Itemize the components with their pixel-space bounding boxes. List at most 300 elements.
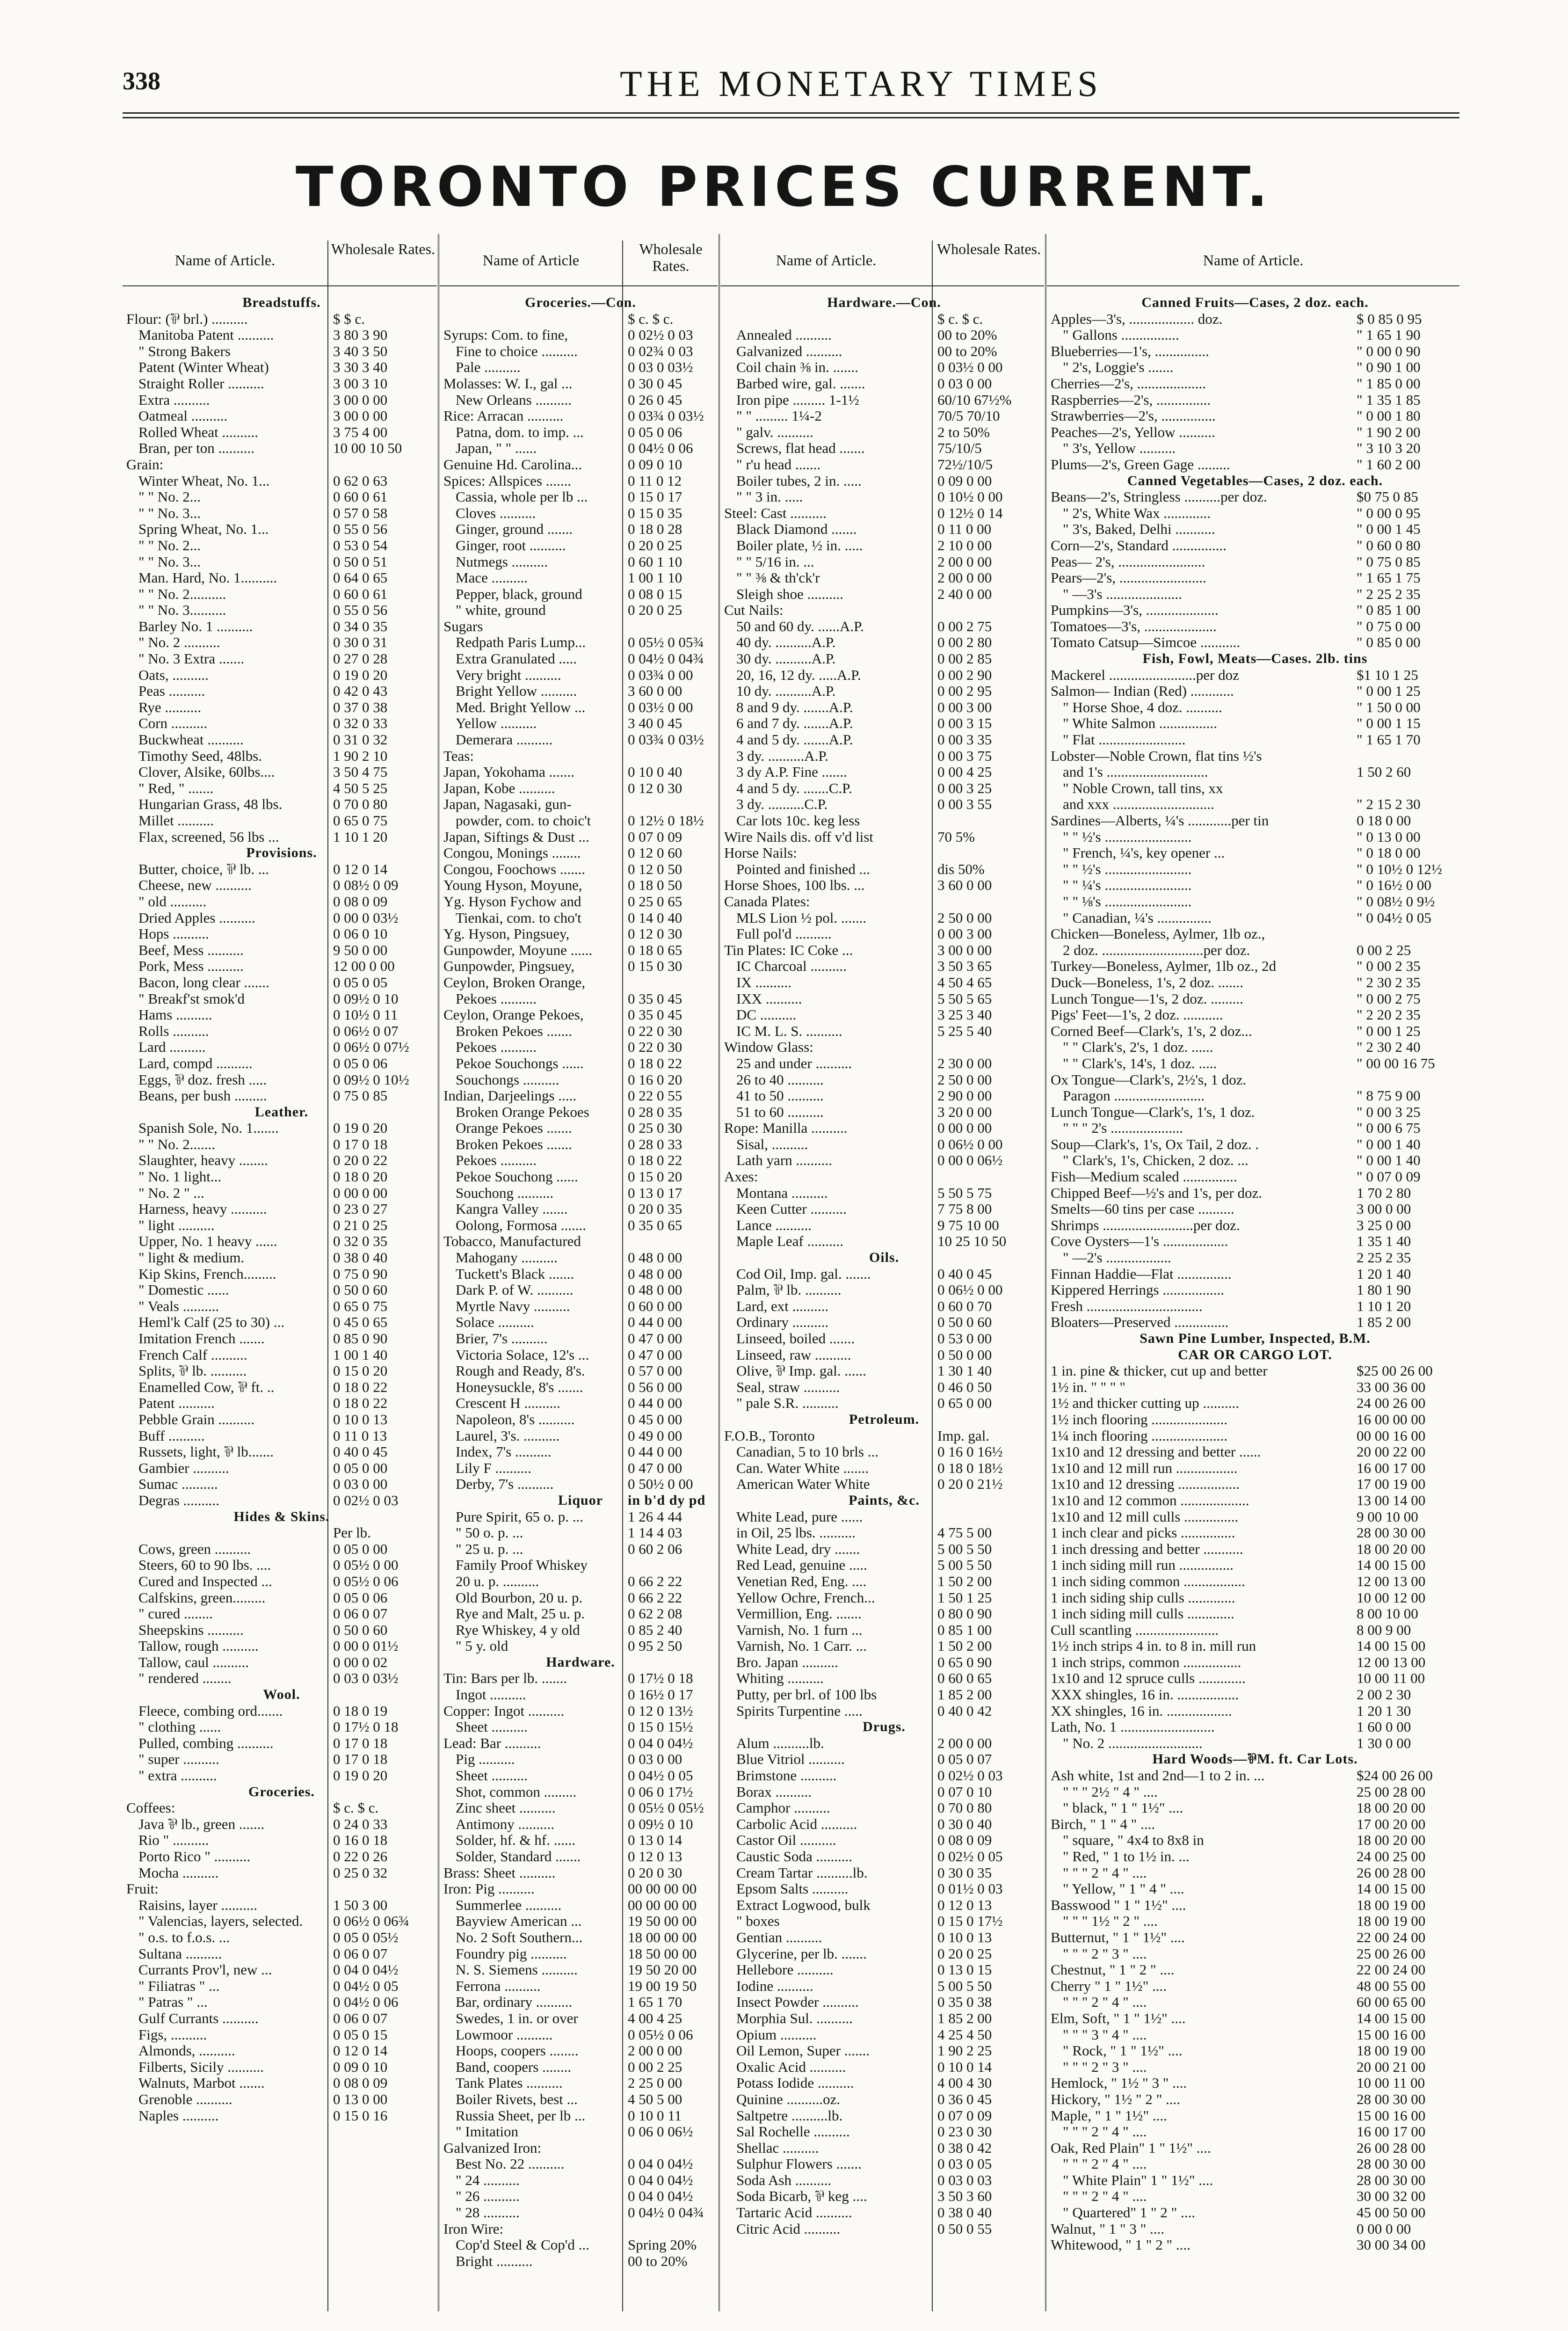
article-name: Oil Lemon, Super ....... <box>736 2043 870 2059</box>
article-name: 25 and under .......... <box>736 1055 852 1071</box>
article-name: Enamelled Cow, ⅌ ft. .. <box>138 1379 275 1395</box>
section-title: Hardware.—Con. <box>827 295 941 310</box>
article-name: Horse Nails: <box>724 845 797 861</box>
article-name: Smelts—60 tins per case .......... <box>1051 1201 1234 1217</box>
wholesale-rate: 0 08 0 09 <box>333 2075 388 2091</box>
article-name: Tienkai, com. to cho't <box>456 910 581 926</box>
article-name: Plums—2's, Green Gage ......... <box>1051 456 1230 473</box>
article-name: Potass Iodide .......... <box>736 2075 854 2091</box>
wholesale-rate: 14 00 15 00 <box>1357 1638 1426 1654</box>
article-name: Annealed .......... <box>736 327 832 343</box>
wholesale-rate: 0 18 0 50 <box>628 877 682 894</box>
price-row <box>443 813 718 829</box>
wholesale-rate: 0 05½ 0 06 <box>333 1573 399 1589</box>
price-row <box>724 1800 1044 1816</box>
column-header-rates: Wholesale Rates. <box>932 240 1045 285</box>
price-row <box>126 1573 437 1590</box>
article-name: Dried Apples .......... <box>138 910 255 926</box>
wholesale-rate: 0 48 0 00 <box>628 1265 682 1282</box>
wholesale-rate: 0 05½ 0 00 <box>333 1557 399 1573</box>
wholesale-rate: 3 60 0 00 <box>628 683 682 699</box>
article-name: Spices: Allspices ....... <box>443 473 571 489</box>
wholesale-rate: 12 00 0 00 <box>333 958 395 975</box>
wholesale-rate: 30 00 34 00 <box>1357 2236 1426 2253</box>
article-name: Nutmegs .......... <box>456 554 548 570</box>
wholesale-rate: 0 15 0 20 <box>628 1168 682 1185</box>
price-row <box>126 1881 437 1897</box>
article-name: Venetian Red, Eng. .... <box>736 1573 867 1589</box>
wholesale-rate: 0 15 0 35 <box>628 504 682 521</box>
price-column-3 <box>720 234 1044 2311</box>
price-row <box>724 1104 1044 1121</box>
wholesale-rate: 0 16 0 16½ <box>937 1443 1003 1460</box>
section-heading <box>126 1687 437 1703</box>
price-row <box>443 1250 718 1266</box>
article-name: Hams .......... <box>138 1007 212 1023</box>
price-row <box>443 1185 718 1202</box>
price-row <box>1051 2156 1459 2172</box>
article-name: Shellac .......... <box>736 2140 819 2156</box>
price-row <box>126 1460 437 1477</box>
article-name: " 3's, Baked, Delhi ........... <box>1063 521 1215 538</box>
price-row <box>443 489 718 505</box>
wholesale-rate: " 0 00 2 75 <box>1357 990 1421 1007</box>
price-row <box>1051 1897 1459 1914</box>
wholesale-rate: 0 05 0 06 <box>628 423 682 440</box>
wholesale-rate: 0 62 2 08 <box>628 1605 682 1622</box>
article-name: Broken Orange Pekoes <box>456 1104 589 1120</box>
article-name: " Imitation <box>456 2124 519 2140</box>
price-row <box>126 1978 437 1995</box>
wholesale-rate: 18 00 20 00 <box>1357 1799 1426 1816</box>
wholesale-rate: 0 00 2 85 <box>937 650 992 667</box>
price-row <box>443 1120 718 1136</box>
article-name: Souchongs .......... <box>456 1071 559 1088</box>
section-heading <box>126 1784 437 1800</box>
price-row <box>443 1379 718 1396</box>
wholesale-rate: 0 50 0 60 <box>333 1282 388 1298</box>
article-name: Gunpowder, Pingsuey, <box>443 958 575 975</box>
article-name: Oolong, Formosa ....... <box>456 1217 586 1233</box>
article-name: Rio " .......... <box>138 1832 209 1849</box>
price-row <box>443 1072 718 1088</box>
price-row <box>443 634 718 651</box>
wholesale-rate: 28 00 30 00 <box>1357 2171 1426 2188</box>
article-name: " 2's, White Wax ............. <box>1063 505 1211 521</box>
article-name: Iron pipe ......... 1-1½ <box>736 392 859 408</box>
wholesale-rate: 0 95 2 50 <box>628 1638 682 1654</box>
article-name: Car lots 10c. keg less <box>736 813 860 829</box>
price-row <box>724 1832 1044 1849</box>
price-row <box>1051 732 1459 748</box>
price-row <box>1051 1800 1459 1816</box>
price-row <box>443 1703 718 1719</box>
article-name: Rye Whiskey, 4 y old <box>456 1622 580 1638</box>
article-name: Spring Wheat, No. 1... <box>138 521 269 538</box>
price-row <box>443 1913 718 1930</box>
price-row <box>1051 1913 1459 1930</box>
wholesale-rate: 0 53 0 00 <box>937 1330 992 1347</box>
wholesale-rate: 0 30 0 35 <box>937 1864 992 1881</box>
article-name: 50 and 60 dy. ......A.P. <box>736 618 864 634</box>
wholesale-rate: 1 20 1 30 <box>1357 1702 1411 1719</box>
wholesale-rate: 3 00 3 10 <box>333 375 388 392</box>
price-row <box>126 1169 437 1185</box>
price-row <box>724 813 1044 829</box>
price-row <box>443 1800 718 1816</box>
wholesale-rate: 2 10 0 00 <box>937 537 992 554</box>
price-row <box>443 1136 718 1153</box>
article-name: Fleece, combing ord....... <box>138 1703 283 1719</box>
wholesale-rate: 0 55 0 56 <box>333 602 388 619</box>
wholesale-rate: " 2 15 2 30 <box>1357 796 1421 813</box>
section-heading <box>724 1412 1044 1428</box>
section-heading <box>1051 1347 1459 1363</box>
wholesale-rate: 20 00 21 00 <box>1357 2058 1426 2075</box>
article-name: Morphia Sul. .......... <box>736 2010 853 2026</box>
wholesale-rate: 1 30 0 00 <box>1357 1734 1411 1751</box>
wholesale-rate: 18 00 00 00 <box>628 1929 697 1945</box>
wholesale-rate: 0 00 0 02 <box>333 1654 388 1670</box>
wholesale-rate: " 0 00 0 95 <box>1357 504 1421 521</box>
article-name: Lard, compd .......... <box>138 1055 253 1071</box>
price-row <box>724 1379 1044 1396</box>
wholesale-rate: 1 26 4 44 <box>628 1508 682 1525</box>
wholesale-rate: " 0 00 1 25 <box>1357 1022 1421 1039</box>
wholesale-rate: 0 40 0 45 <box>937 1265 992 1282</box>
article-name: Barbed wire, gal. ....... <box>736 375 865 392</box>
price-row <box>126 894 437 910</box>
wholesale-rate: 0 15 0 17½ <box>937 1913 1003 1930</box>
wholesale-rate: 2 00 0 00 <box>937 569 992 586</box>
price-row <box>443 1606 718 1622</box>
article-name: Putty, per brl. of 100 lbs <box>736 1687 877 1703</box>
price-row <box>443 619 718 635</box>
section-title: Paints, &c. <box>849 1492 920 1508</box>
wholesale-rate: 20 00 22 00 <box>1357 1443 1426 1460</box>
article-name: Ginger, ground ....... <box>456 521 573 538</box>
article-name: Boiler Rivets, best ... <box>456 2091 578 2107</box>
price-row <box>724 570 1044 586</box>
price-row <box>724 2172 1044 2189</box>
wholesale-rate: 0 46 0 50 <box>937 1378 992 1395</box>
wholesale-rate: 0 18 0 22 <box>333 1395 388 1412</box>
article-name: " Flat ........................ <box>1063 732 1186 748</box>
wholesale-rate: 0 11 0 13 <box>333 1427 387 1444</box>
price-row <box>1051 1282 1459 1298</box>
article-name: Naples .......... <box>138 2107 219 2124</box>
section-title: Hides & Skins. <box>233 1508 330 1524</box>
article-name: Flour: (⅌ brl.) .......... <box>126 311 248 327</box>
price-row <box>1051 2043 1459 2059</box>
price-row <box>724 910 1044 926</box>
wholesale-rate: 0 03 0 00 <box>628 1751 682 1768</box>
wholesale-rate: 10 25 10 50 <box>937 1233 1007 1250</box>
wholesale-rate: 9 50 0 00 <box>333 941 388 958</box>
wholesale-rate: 0 45 0 65 <box>333 1314 388 1331</box>
wholesale-rate: 17 00 19 00 <box>1357 1476 1426 1493</box>
section-heading <box>724 1250 1044 1266</box>
wholesale-rate: 13 00 14 00 <box>1357 1492 1426 1508</box>
article-name: Fresh ................................ <box>1051 1298 1203 1314</box>
price-row <box>724 2140 1044 2156</box>
wholesale-rate: 25 00 26 00 <box>1357 1945 1426 1962</box>
article-name: Cows, green .......... <box>138 1541 251 1557</box>
wholesale-rate: 5 00 5 50 <box>937 1540 992 1557</box>
article-name: Eggs, ⅌ doz. fresh ..... <box>138 1071 267 1088</box>
wholesale-rate: 0 00 2 95 <box>937 683 992 699</box>
wholesale-rate: 75/10/5 <box>937 440 982 457</box>
price-row <box>126 1331 437 1347</box>
wholesale-rate: 2 00 0 00 <box>628 2042 682 2059</box>
price-row <box>1051 1638 1459 1654</box>
article-name: Carbolic Acid .......... <box>736 1816 857 1832</box>
price-row <box>443 1816 718 1833</box>
wholesale-rate: 0 05 0 00 <box>333 1459 388 1476</box>
price-row <box>724 1913 1044 1930</box>
wholesale-rate: 0 05 0 06 <box>333 1055 388 1071</box>
article-name: " clothing ...... <box>138 1719 221 1735</box>
price-row <box>126 1654 437 1671</box>
price-row <box>443 1751 718 1768</box>
wholesale-rate: 0 22 0 26 <box>333 1848 388 1865</box>
price-row <box>443 1897 718 1914</box>
article-name: Sal Rochelle .......... <box>736 2124 850 2140</box>
price-row <box>443 1573 718 1590</box>
article-name: " " Clark's, 2's, 1 doz. ...... <box>1063 1039 1213 1056</box>
wholesale-rate: 0 44 0 00 <box>628 1395 682 1412</box>
article-name: Can. Water White ....... <box>736 1460 869 1476</box>
wholesale-rate: 0 18 0 28 <box>628 521 682 538</box>
wholesale-rate: 0 09½ 0 10 <box>628 1815 693 1832</box>
wholesale-rate: 0 18 0 22 <box>333 1378 388 1395</box>
wholesale-rate: 0 08 0 09 <box>333 893 388 910</box>
wholesale-rate: 3 50 4 75 <box>333 764 388 780</box>
section-title: Provisions. <box>246 845 317 861</box>
wholesale-rate: 0 05 0 07 <box>937 1751 992 1768</box>
article-name: Strawberries—2's, ............... <box>1051 408 1216 424</box>
article-name: 1 inch strips, common ................ <box>1051 1654 1241 1670</box>
article-name: IC Charcoal .......... <box>736 958 847 975</box>
price-column-1 <box>123 234 437 2311</box>
article-name: Degras .......... <box>138 1492 220 1508</box>
article-name: Cod Oil, Imp. gal. ....... <box>736 1266 871 1282</box>
wholesale-rate: " 1 60 2 00 <box>1357 456 1421 473</box>
wholesale-rate: $ c. $ c. <box>628 310 674 327</box>
article-name: Heml'k Calf (25 to 30) ... <box>138 1314 285 1331</box>
price-row <box>443 2010 718 2027</box>
price-row <box>724 1169 1044 1185</box>
price-row <box>1051 1654 1459 1671</box>
wholesale-rate: 0 36 0 45 <box>937 2091 992 2107</box>
article-name: Mackerel ........................per doz <box>1051 667 1239 683</box>
wholesale-rate: 3 60 0 00 <box>937 877 992 894</box>
wholesale-rate: 9 75 10 00 <box>937 1216 999 1233</box>
price-row <box>126 586 437 603</box>
price-row <box>443 440 718 457</box>
price-row <box>126 1056 437 1072</box>
wholesale-rate: 0 60 0 61 <box>333 488 388 505</box>
price-row <box>1051 1606 1459 1622</box>
article-name: Japan, " " ...... <box>456 440 537 457</box>
article-name: " Filiatras " ... <box>138 1978 220 1994</box>
wholesale-rate: 0 45 0 00 <box>628 1411 682 1428</box>
price-row <box>1051 1687 1459 1703</box>
price-row <box>443 1152 718 1169</box>
wholesale-rate: 0 02¾ 0 03 <box>628 342 693 359</box>
price-row <box>1051 1946 1459 1962</box>
article-name: Cop'd Steel & Cop'd ... <box>456 2237 589 2253</box>
wholesale-rate: " 3 10 3 20 <box>1357 440 1421 457</box>
article-name: Pekoes .......... <box>456 1039 537 1056</box>
price-row <box>443 667 718 684</box>
price-row <box>126 926 437 942</box>
wholesale-rate: 2 30 0 00 <box>937 1055 992 1071</box>
price-row <box>724 1865 1044 1881</box>
article-name: Sulphur Flowers ....... <box>736 2156 862 2172</box>
price-row <box>724 343 1044 360</box>
price-row <box>724 2205 1044 2221</box>
wholesale-rate: $24 00 26 00 <box>1357 1767 1433 1784</box>
article-name: IXX .......... <box>736 991 802 1007</box>
article-name: White Lead, dry ....... <box>736 1541 860 1557</box>
article-name: Kangra Valley ....... <box>456 1201 568 1217</box>
article-name: " white, ground <box>456 602 546 619</box>
wholesale-rate: 0 85 1 00 <box>937 1621 992 1638</box>
article-name: Tobacco, Manufactured <box>443 1233 581 1250</box>
wholesale-rate: Per lb. <box>333 1524 371 1541</box>
price-row <box>724 311 1044 328</box>
wholesale-rate: 0 66 2 22 <box>628 1589 682 1606</box>
article-name: Bayview American ... <box>456 1913 582 1930</box>
article-name: Elm, Soft, " 1 " 1½" .... <box>1051 2010 1186 2026</box>
price-row <box>443 877 718 894</box>
section-title: Canned Fruits—Cases, 2 doz. each. <box>1141 295 1369 310</box>
wholesale-rate: " 0 85 1 00 <box>1357 602 1421 619</box>
article-name: " rendered ........ <box>138 1670 232 1687</box>
column-header-name: Name of Article. <box>174 252 276 269</box>
price-row <box>126 1476 437 1493</box>
price-row <box>1051 1476 1459 1493</box>
article-name: XXX shingles, 16 in. ................. <box>1051 1687 1239 1703</box>
price-row <box>443 1007 718 1023</box>
wholesale-rate: 0 16 0 20 <box>628 1071 682 1088</box>
article-name: Sultana .......... <box>138 1945 222 1962</box>
wholesale-rate: 0 60 0 65 <box>937 1670 992 1687</box>
article-name: Tallow, caul .......... <box>138 1654 249 1670</box>
article-name: Very bright .......... <box>456 667 561 683</box>
article-name: Pepper, black, ground <box>456 586 582 602</box>
price-row <box>126 1703 437 1719</box>
wholesale-rate: 8 00 9 00 <box>1357 1621 1411 1638</box>
price-row <box>443 1088 718 1104</box>
price-row <box>443 1104 718 1121</box>
article-name: Pig .......... <box>456 1751 515 1768</box>
price-row <box>1051 829 1459 845</box>
wholesale-rate: 00 to 20% <box>628 2252 688 2269</box>
wholesale-rate: 0 50 0 55 <box>937 2220 992 2237</box>
wholesale-rate: 0 80 0 90 <box>937 1605 992 1622</box>
wholesale-rate: " 0 07 0 09 <box>1357 1168 1421 1185</box>
article-name: Coil chain ⅜ in. ....... <box>736 359 858 376</box>
price-row <box>1051 311 1459 328</box>
article-name: Chipped Beef—½'s and 1's, per doz. <box>1051 1185 1262 1201</box>
article-name: 1 inch siding mill culls ............. <box>1051 1606 1234 1622</box>
section-title: Hard Woods—⅌M. ft. Car Lots. <box>1152 1751 1358 1767</box>
article-name: Harness, heavy .......... <box>138 1201 267 1217</box>
section-title: Hardware. <box>546 1654 615 1670</box>
article-name: Rolled Wheat .......... <box>138 424 258 440</box>
article-name: Montana .......... <box>736 1185 828 1201</box>
wholesale-rate: " 0 00 3 25 <box>1357 1103 1421 1120</box>
wholesale-rate: 0 10 0 40 <box>628 764 682 780</box>
article-name: " super .......... <box>138 1751 219 1768</box>
article-name: Lath, No. 1 .......................... <box>1051 1719 1215 1735</box>
wholesale-rate: 60 00 65 00 <box>1357 1994 1426 2010</box>
price-row <box>443 699 718 716</box>
article-name: Shot, common ......... <box>456 1784 577 1800</box>
article-name: " " " 1½ " 2 " .... <box>1063 1913 1158 1930</box>
article-name: 1 in. pine & thicker, cut up and better <box>1051 1363 1268 1379</box>
wholesale-rate: 10 00 12 00 <box>1357 1589 1426 1606</box>
price-row <box>126 392 437 408</box>
wholesale-rate: 0 03½ 0 00 <box>628 699 693 715</box>
price-row <box>443 505 718 522</box>
article-name: Hungarian Grass, 48 lbs. <box>138 796 283 813</box>
wholesale-rate: 0 55 0 56 <box>333 521 388 538</box>
article-name: Crescent H .......... <box>456 1395 560 1412</box>
section-heading <box>724 295 1044 311</box>
column-header-rates: Wholesale Rates. <box>327 240 438 285</box>
article-name: Fish—Medium scaled ............... <box>1051 1169 1237 1185</box>
article-name: Butter, choice, ⅌ lb. ... <box>138 861 269 877</box>
wholesale-rate: 0 70 0 80 <box>937 1799 992 1816</box>
wholesale-rate: 0 10 0 11 <box>628 2107 682 2124</box>
wholesale-rate: " 0 75 0 85 <box>1357 553 1421 570</box>
wholesale-rate: " 2 30 2 40 <box>1357 1039 1421 1056</box>
wholesale-rate: 0 10½ 0 11 <box>333 1006 398 1023</box>
wholesale-rate: 0 15 0 17 <box>628 488 682 505</box>
section-heading <box>443 1493 718 1509</box>
wholesale-rate: 0 17½ 0 18 <box>628 1670 693 1687</box>
wholesale-rate: 28 00 30 00 <box>1357 1524 1426 1541</box>
price-row <box>443 1023 718 1040</box>
wholesale-rate: 0 30 0 31 <box>333 634 388 651</box>
wholesale-rate: 0 28 0 33 <box>628 1136 682 1152</box>
wholesale-rate: 3 00 0 00 <box>1357 1201 1411 1217</box>
price-row <box>443 570 718 586</box>
price-row <box>1051 392 1459 408</box>
wholesale-rate: " 0 00 2 35 <box>1357 958 1421 975</box>
wholesale-rate: 19 50 00 00 <box>628 1913 697 1930</box>
article-name: Sheet .......... <box>456 1719 528 1735</box>
article-name: 1¼ inch flooring ..................... <box>1051 1428 1227 1444</box>
wholesale-rate: 00 to 20% <box>937 342 997 359</box>
price-row <box>1051 376 1459 392</box>
wholesale-rate: $ 0 85 0 95 <box>1357 310 1422 327</box>
price-row <box>1051 1185 1459 1202</box>
price-row <box>1051 1865 1459 1881</box>
article-name: Iron Wire: <box>443 2221 504 2237</box>
price-row <box>126 619 437 635</box>
article-name: Pekoes .......... <box>456 1152 537 1169</box>
price-row <box>724 1331 1044 1347</box>
price-row <box>724 1395 1044 1412</box>
wholesale-rate: 0 04½ 0 04¾ <box>628 2204 704 2221</box>
price-row <box>1051 1444 1459 1460</box>
price-row <box>126 1298 437 1315</box>
price-row <box>126 570 437 586</box>
